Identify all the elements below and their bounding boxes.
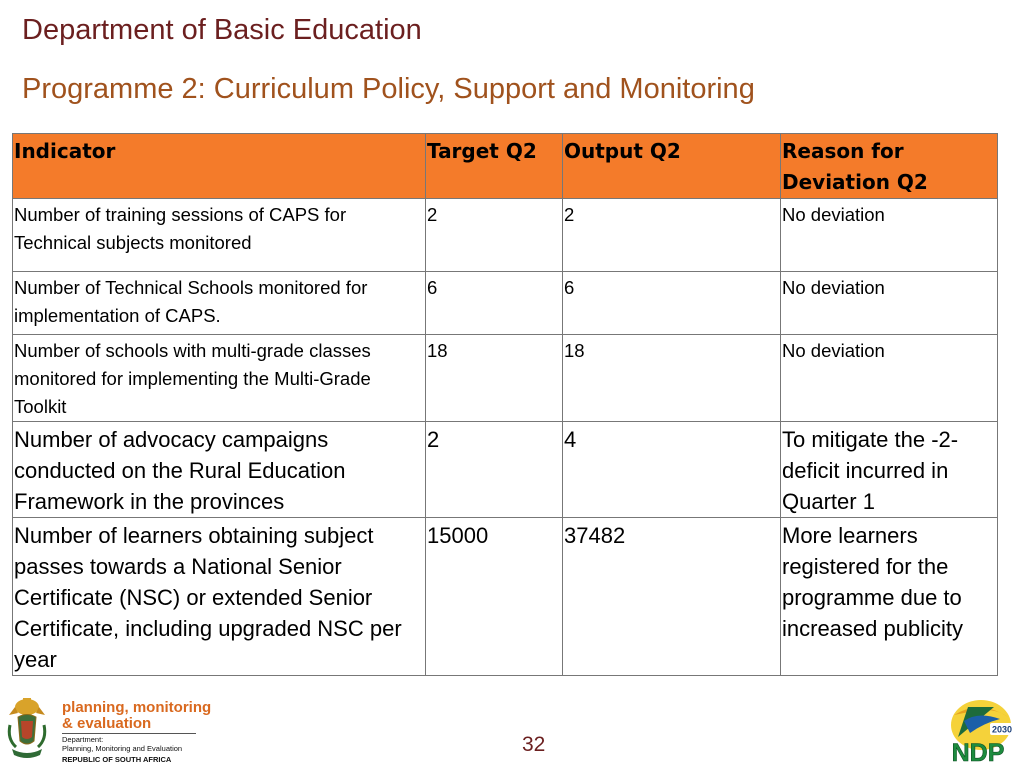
target-cell: 15000 [426, 518, 563, 676]
pme-brand-text: planning, monitoring & evaluation [62, 699, 212, 732]
ndp-2030-logo [944, 697, 1016, 765]
pme-country-text: REPUBLIC OF SOUTH AFRICA [62, 755, 172, 764]
pme-logo [0, 695, 210, 768]
page-subtitle: Programme 2: Curriculum Policy, Support and Monitoring [22, 73, 755, 105]
pme-department-text: Department: Planning, Monitoring and Evaluation [62, 735, 183, 753]
table-row [13, 272, 998, 335]
pme-divider [62, 733, 196, 734]
page-title: Department of Basic Education [22, 14, 422, 46]
indicator-cell: Number of learners obtaining subject passes towards a National Senior Certificate (NSC) or extended Senior Certificate, including upgraded NSC per year [13, 518, 426, 676]
output-cell: 2 [563, 199, 781, 272]
table-row [13, 199, 998, 272]
column-header-reason: Reason for Deviation Q2 [781, 134, 998, 199]
ndp-text: NDP [951, 739, 1005, 765]
column-header-indicator: Indicator [13, 134, 426, 199]
reason-cell: More learners registered for the programme due to increased publicity [781, 518, 998, 676]
table-header-row [13, 134, 998, 199]
target-cell: 2 [426, 199, 563, 272]
table-row [13, 518, 998, 676]
output-cell: 37482 [563, 518, 781, 676]
output-cell: 18 [563, 335, 781, 422]
target-cell: 6 [426, 272, 563, 335]
performance-table [12, 133, 998, 676]
indicator-cell: Number of training sessions of CAPS for Technical subjects monitored [13, 199, 426, 272]
table-row [13, 422, 998, 518]
target-cell: 18 [426, 335, 563, 422]
coat-of-arms-icon [4, 695, 50, 765]
ndp-year-text: 2030 [991, 724, 1013, 735]
page-number: 32 [522, 733, 546, 756]
target-cell: 2 [426, 422, 563, 518]
column-header-output: Output Q2 [563, 134, 781, 199]
reason-cell: No deviation [781, 335, 998, 422]
output-cell: 6 [563, 272, 781, 335]
indicator-cell: Number of advocacy campaigns conducted on the Rural Education Framework in the provinces [13, 422, 426, 518]
table-row [13, 335, 998, 422]
output-cell: 4 [563, 422, 781, 518]
indicator-cell: Number of Technical Schools monitored for implementation of CAPS. [13, 272, 426, 335]
column-header-target: Target Q2 [426, 134, 563, 199]
reason-cell: To mitigate the -2-deficit incurred in Quarter 1 [781, 422, 998, 518]
reason-cell: No deviation [781, 272, 998, 335]
indicator-cell: Number of schools with multi-grade classes monitored for implementing the Multi-Grade Toolkit [13, 335, 426, 422]
reason-cell: No deviation [781, 199, 998, 272]
